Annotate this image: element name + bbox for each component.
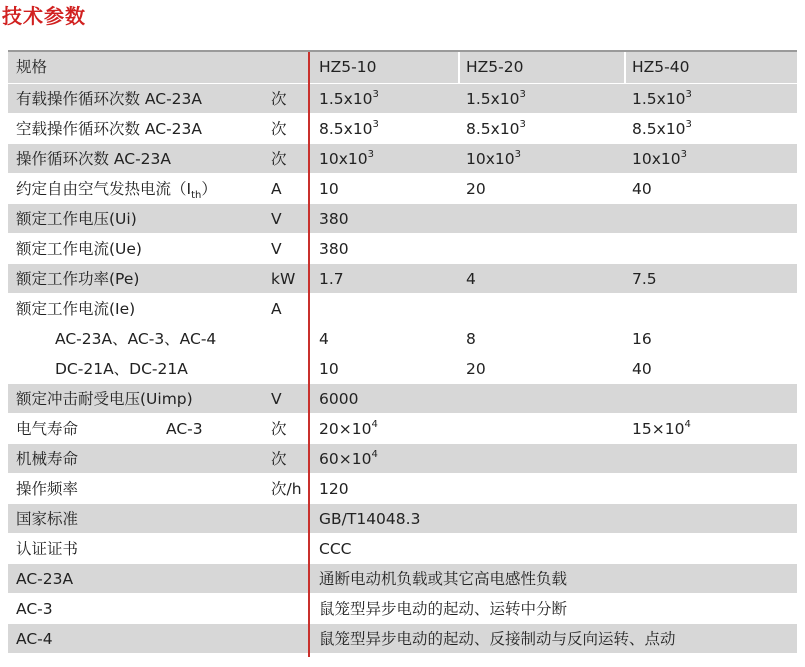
row-label: 国家标准	[16, 510, 79, 528]
row-unit: V	[271, 390, 282, 408]
row-span-value: 鼠笼型异步电动的起动、反接制动与反向运转、点动	[319, 630, 676, 648]
table-row	[8, 264, 797, 294]
row-label: 额定工作电流(Ue)	[16, 240, 142, 258]
header-model-1: HZ5-10	[319, 58, 377, 76]
value-model-1: $60\times 10^4$	[319, 449, 378, 468]
spec-table	[8, 52, 797, 654]
row-unit: kW	[271, 270, 296, 288]
value-model-2: 4	[466, 270, 476, 288]
value-model-1: $10x10^3$	[319, 149, 374, 168]
row-unit: A	[271, 300, 282, 318]
row-label: 认证证书	[16, 540, 79, 558]
value-model-3: $15\times 10^4$	[632, 419, 691, 438]
table-header-row	[8, 52, 797, 84]
header-spec-label: 规格	[16, 58, 48, 76]
value-model-1: 120	[319, 480, 349, 498]
value-model-3: 40	[632, 360, 652, 378]
value-model-3: $8.5x10^3$	[632, 119, 692, 138]
page-title: 技术参数	[2, 4, 86, 28]
row-label-category: AC-3	[166, 420, 203, 438]
row-span-value: 通断电动机负载或其它高电感性负载	[319, 570, 568, 588]
table-row	[8, 534, 797, 564]
table-row	[8, 84, 797, 114]
sub-row-label: AC-23A、AC-3、AC-4	[55, 330, 217, 348]
value-model-1: 380	[319, 240, 349, 258]
column-divider	[624, 52, 626, 84]
value-model-1: $1.5x10^3$	[319, 89, 379, 108]
value-model-3: 7.5	[632, 270, 657, 288]
row-label: 额定工作功率(Pe)	[16, 270, 140, 288]
row-unit: 次	[271, 90, 287, 108]
value-model-1: $8.5x10^3$	[319, 119, 379, 138]
table-row	[8, 624, 797, 654]
row-label: 约定自由空气发热电流$(I_{th})$	[16, 180, 217, 202]
table-row	[8, 384, 797, 414]
value-model-1: 10	[319, 360, 339, 378]
table-row	[8, 564, 797, 594]
value-model-3: $1.5x10^3$	[632, 89, 692, 108]
row-unit: 次	[271, 420, 287, 438]
column-divider	[458, 52, 460, 84]
value-model-2: $1.5x10^3$	[466, 89, 526, 108]
table-row	[8, 114, 797, 144]
value-model-1: 1.7	[319, 270, 344, 288]
row-label: 有载操作循环次数 AC-23A	[16, 90, 203, 108]
row-label: 额定工作电压(Ui)	[16, 210, 137, 228]
value-model-3: $10x10^3$	[632, 149, 687, 168]
value-model-1: 6000	[319, 390, 359, 408]
table-row	[8, 174, 797, 204]
row-label: AC-3	[16, 600, 53, 618]
header-model-3: HZ5-40	[632, 58, 690, 76]
table-row	[8, 294, 797, 384]
red-divider-line	[308, 52, 310, 657]
row-span-value: CCC	[319, 540, 352, 558]
table-row	[8, 504, 797, 534]
table-row	[8, 594, 797, 624]
value-model-1: 380	[319, 210, 349, 228]
table-row	[8, 234, 797, 264]
row-label: 空载操作循环次数 AC-23A	[16, 120, 203, 138]
row-label: 额定冲击耐受电压(Uimp)	[16, 390, 193, 408]
value-model-2: 20	[466, 180, 486, 198]
row-unit: 次	[271, 450, 287, 468]
row-label: 操作循环次数 AC-23A	[16, 150, 172, 168]
table-row	[8, 444, 797, 474]
sub-row-label: DC-21A、DC-21A	[55, 360, 188, 378]
row-unit: 次	[271, 150, 287, 168]
table-row	[8, 204, 797, 234]
value-model-1: 4	[319, 330, 329, 348]
row-label: 电气寿命	[16, 420, 79, 438]
value-model-1: $20\times 10^4$	[319, 419, 378, 438]
row-label: 操作频率	[16, 480, 79, 498]
row-unit: 次	[271, 120, 287, 138]
table-row	[8, 144, 797, 174]
row-label: 额定工作电流(Ie)	[16, 300, 136, 318]
value-model-2: $8.5x10^3$	[466, 119, 526, 138]
header-model-2: HZ5-20	[466, 58, 524, 76]
row-unit: A	[271, 180, 282, 198]
value-model-2: 20	[466, 360, 486, 378]
row-unit: V	[271, 210, 282, 228]
row-unit: 次/h	[271, 480, 302, 498]
value-model-1: 10	[319, 180, 339, 198]
value-model-2: $10x10^3$	[466, 149, 521, 168]
table-row	[8, 474, 797, 504]
row-unit: V	[271, 240, 282, 258]
value-model-3: 16	[632, 330, 652, 348]
table-row	[8, 414, 797, 444]
value-model-3: 40	[632, 180, 652, 198]
row-label: AC-4	[16, 630, 53, 648]
row-label: AC-23A	[16, 570, 74, 588]
value-model-2: 8	[466, 330, 476, 348]
row-label: 机械寿命	[16, 450, 79, 468]
row-span-value: GB/T14048.3	[319, 510, 421, 528]
row-span-value: 鼠笼型异步电动的起动、运转中分断	[319, 600, 568, 618]
